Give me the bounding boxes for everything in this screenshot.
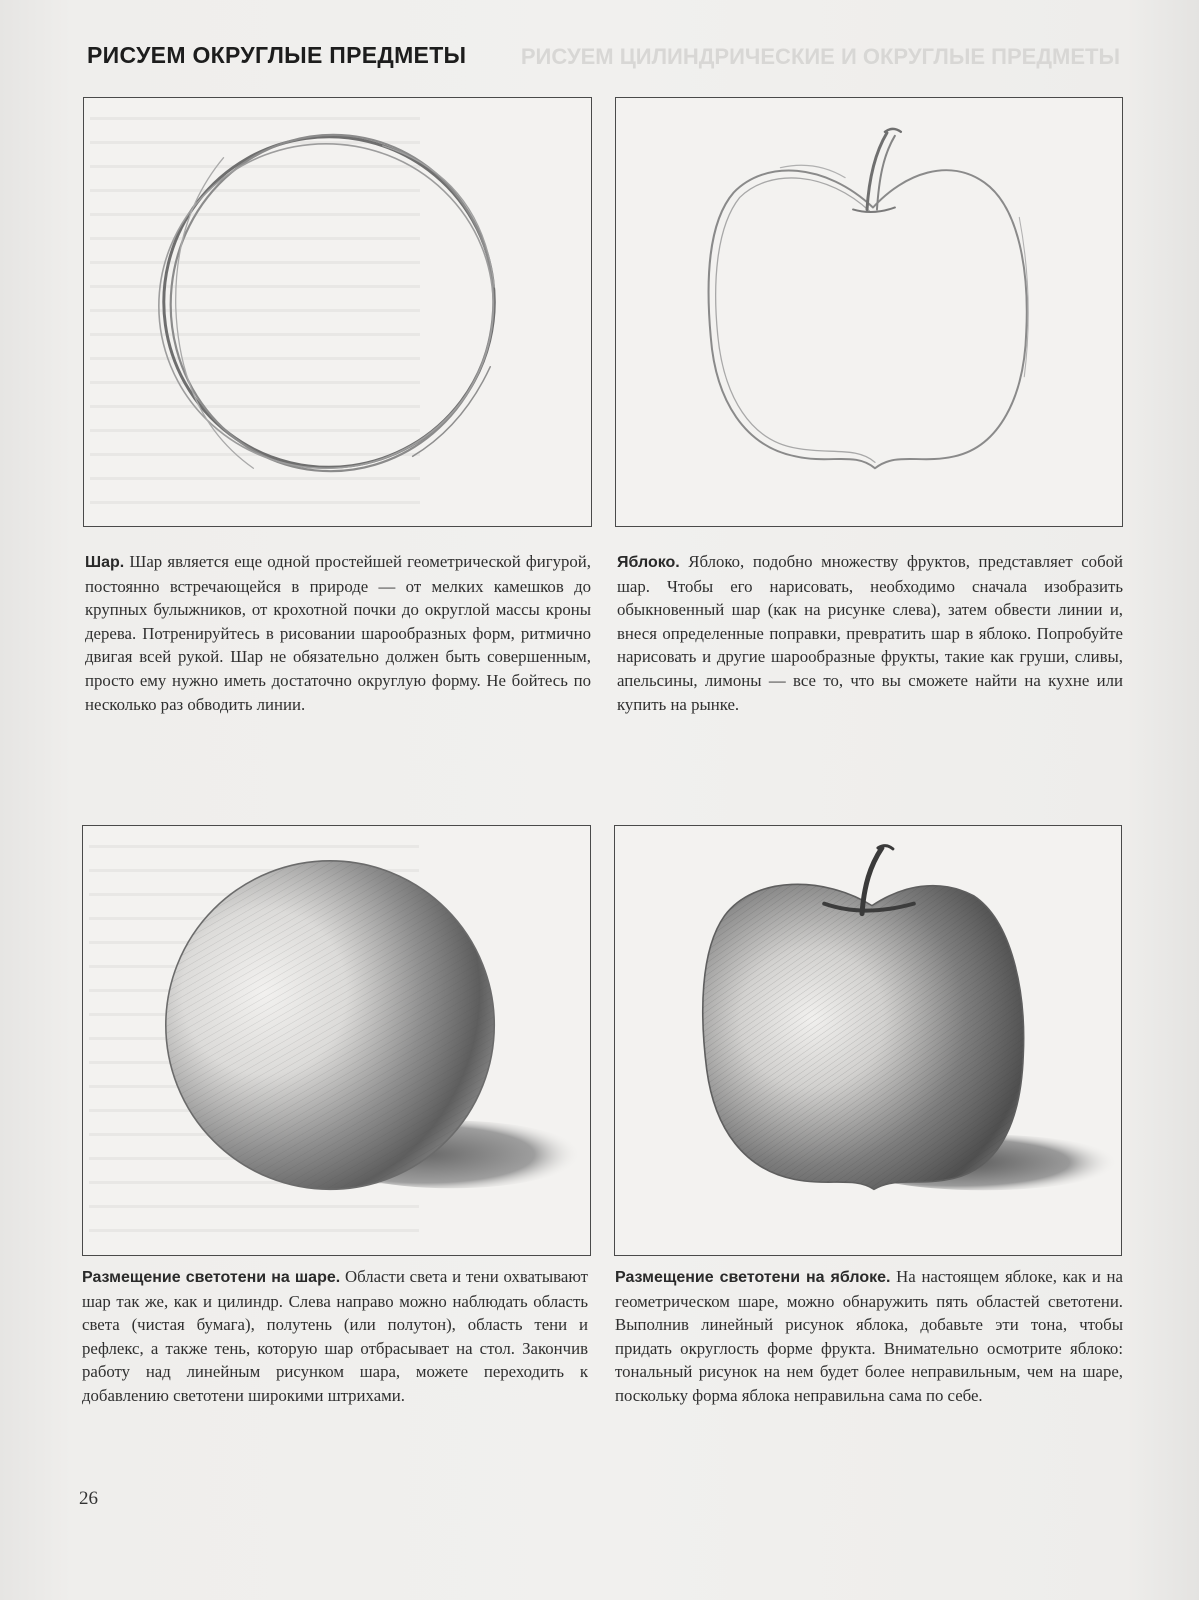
apple-outline-drawing xyxy=(616,98,1122,526)
apple-shading-caption xyxy=(615,1265,1123,1408)
page-title: РИСУЕМ ОКРУГЛЫЕ ПРЕДМЕТЫ xyxy=(87,42,467,68)
sphere-shading-caption-body: Области света и тени охватывают шар так же, как и цилиндр. Слева направо можно наблюдать область света (чистая бумага), полутень (или полутон), область тени и рефлекс, а также тень, которую шар отбрасывает на стол. Закончив работу над линейным рисунком шара, можете переходить к добавлению светотени широкими штрихами. xyxy=(82,1267,588,1405)
apple-shading-caption-lead: Размещение светотени на яблоке. xyxy=(615,1269,891,1286)
sphere-outline-caption-lead: Шар. xyxy=(85,554,125,571)
apple-shading-caption-body: На настоящем яблоке, как и на геометрическом шаре, можно обнаружить пять областей светотени. Выполнив линейный рисунок яблока, добавьте эти тона, чтобы придать округлость форме фрукта. Внимательно осмотрите яблоко: тональный рисунок на нем будет более неправильным, чем на шаре, поскольку форма яблока неправильна сама по себе. xyxy=(615,1267,1123,1405)
sphere-shading-caption-lead: Размещение светотени на шаре. xyxy=(82,1269,341,1286)
apple-outline-illustration xyxy=(615,97,1123,527)
page-number: 26 xyxy=(79,1488,98,1509)
apple-outline-caption-lead: Яблоко. xyxy=(617,554,680,571)
sphere-shading-drawing xyxy=(83,826,590,1255)
sphere-shading-illustration xyxy=(82,825,591,1256)
sphere-outline-illustration xyxy=(83,97,592,527)
apple-shading-drawing xyxy=(615,826,1121,1255)
apple-outline-caption xyxy=(617,550,1123,716)
sphere-shading-caption xyxy=(82,1265,588,1408)
bleed-through-title: РИСУЕМ ЦИЛИНДРИЧЕСКИЕ И ОКРУГЛЫЕ ПРЕДМЕТЫ xyxy=(520,44,1120,69)
sphere-outline-caption-body: Шар является еще одной простейшей геометрической фигурой, постоянно встречающейся в природе — от мелких камешков до крупных булыжников, от крохотной почки до округлой массы кроны дерева. Потренируйтесь в рисовании шарообразных форм, ритмично двигая всей рукой. Шар не обязательно должен быть совершенным, просто ему нужно иметь достаточно округлую форму. Не бойтесь по несколько раз обводить линии. xyxy=(85,552,591,714)
apple-shading-illustration xyxy=(614,825,1122,1256)
apple-outline-caption-body: Яблоко, подобно множеству фруктов, представляет собой шар. Чтобы его нарисовать, необходимо сначала изобразить обыкновенный шар (как на рисунке слева), затем обвести линии и, внеся определенные поправки, превратить шар в яблоко. Попробуйте нарисовать и другие шарообразные фрукты, такие как груши, сливы, апельсины, лимоны — все то, что вы сможете найти на кухне или купить на рынке. xyxy=(617,552,1123,714)
sphere-outline-drawing xyxy=(84,98,591,526)
sphere-outline-caption xyxy=(85,550,591,716)
